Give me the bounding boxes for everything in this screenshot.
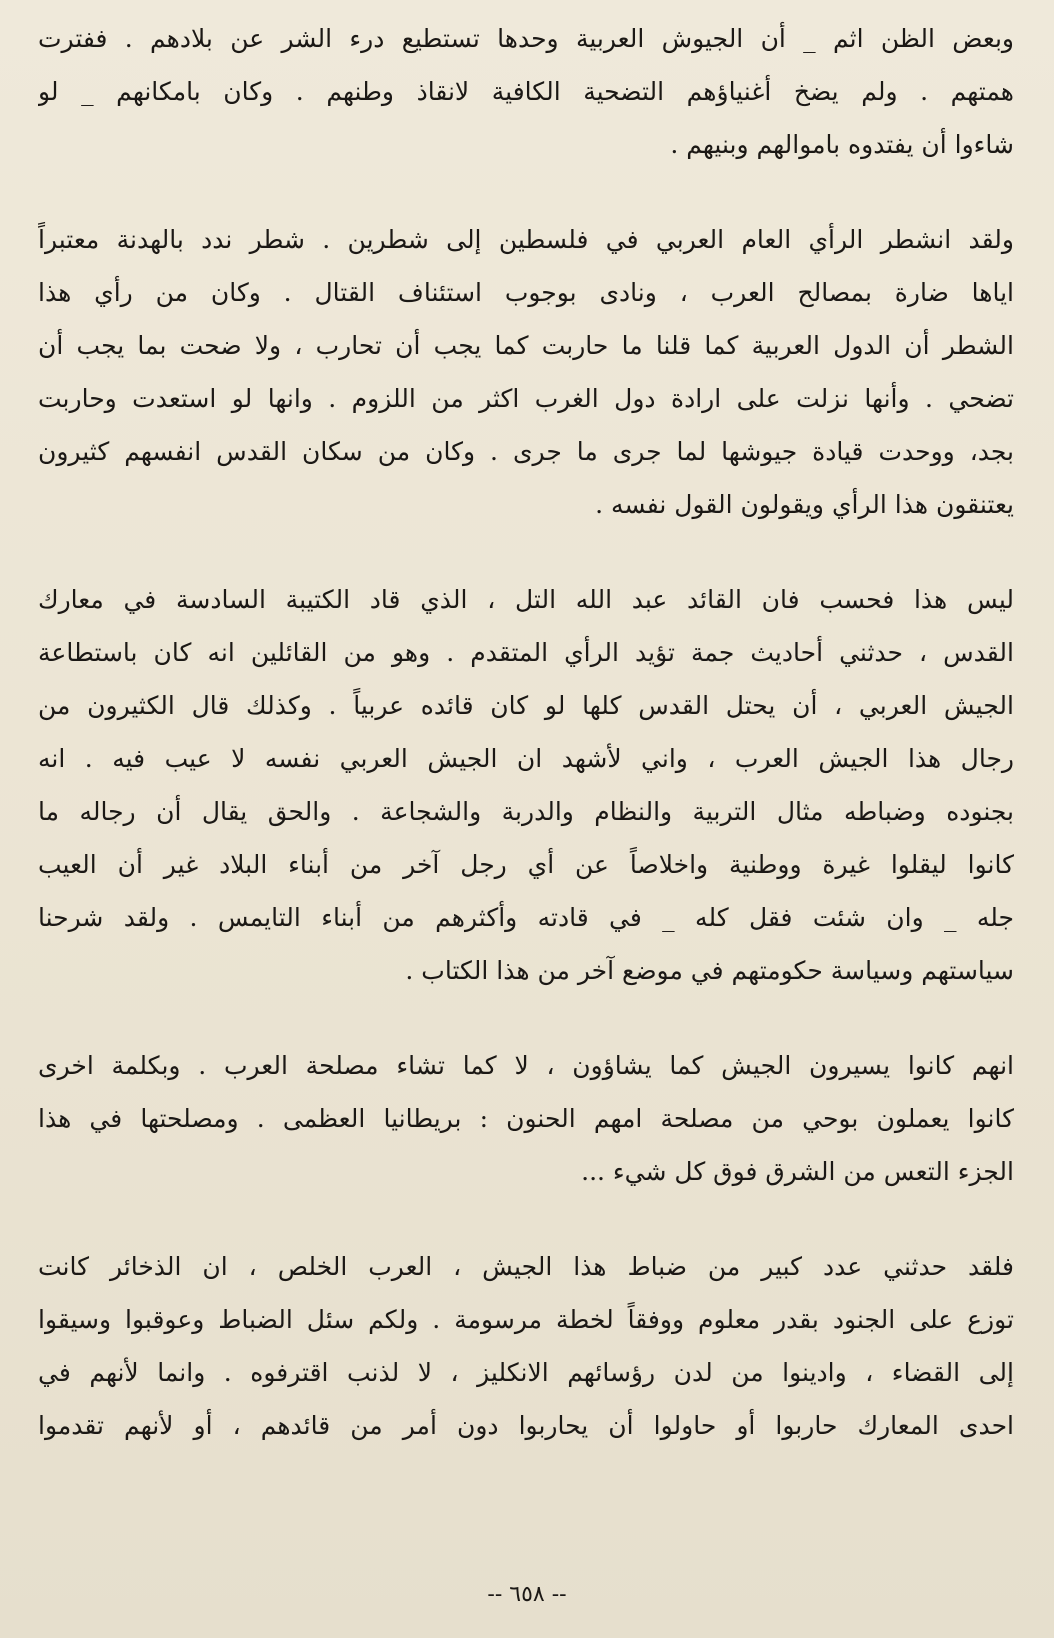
paragraph-1 (38, 12, 1014, 171)
text-line: يعتنقون هذا الرأي ويقولون القول نفسه . (595, 490, 1014, 519)
text-line: بجنوده وضباطه مثال التربية والنظام والدربة والشجاعة . والحق يقال أن رجاله ما (38, 797, 1014, 826)
text-line: توزع على الجنود بقدر معلوم ووفقاً لخطة مرسومة . ولكم سئل الضباط وعوقبوا وسيقوا (38, 1305, 1014, 1334)
paragraph-5 (38, 1240, 1014, 1452)
page-number: -- ٦٥٨ -- (487, 1582, 567, 1607)
text-line: وبعض الظن اثم _ أن الجيوش العربية وحدها تستطيع درء الشر عن بلادهم . ففترت (38, 24, 1014, 53)
paragraph-2 (38, 213, 1014, 531)
text-line: الجيش العربي ، أن يحتل القدس كلها لو كان قائده عربياً . وكذلك قال الكثيرون من (38, 691, 1014, 720)
paragraph-4 (38, 1039, 1014, 1198)
text-line: القدس ، حدثني أحاديث جمة تؤيد الرأي المتقدم . وهو من القائلين انه كان باستطاعة (38, 638, 1014, 667)
paragraph-gap (38, 171, 1014, 213)
text-line: الجزء التعس من الشرق فوق كل شيء ... (581, 1157, 1014, 1186)
paragraph-3 (38, 573, 1014, 997)
text-line: جله _ وان شئت فقل كله _ في قادته وأكثرهم من أبناء التايمس . ولقد شرحنا (38, 903, 1014, 932)
text-line: كانوا يعملون بوحي من مصلحة امهم الحنون : بريطانيا العظمى . ومصلحتها في هذا (38, 1104, 1014, 1133)
text-line: ولقد انشطر الرأي العام العربي في فلسطين إلى شطرين . شطر ندد بالهدنة معتبراً (38, 225, 1014, 254)
text-line: كانوا ليقلوا غيرة ووطنية واخلاصاً عن أي رجل آخر من أبناء البلاد غير أن العيب (38, 850, 1014, 879)
text-line: همتهم . ولم يضخ أغنياؤهم التضحية الكافية لانقاذ وطنهم . وكان بامكانهم _ لو (38, 77, 1014, 106)
paragraph-gap (38, 997, 1014, 1039)
text-line: احدى المعارك حاربوا أو حاولوا أن يحاربوا دون أمر من قائدهم ، أو لأنهم تقدموا (38, 1411, 1014, 1440)
text-line: رجال هذا الجيش العرب ، واني لأشهد ان الجيش العربي نفسه لا عيب فيه . انه (38, 744, 1014, 773)
text-line: شاءوا أن يفتدوه باموالهم وبنيهم . (670, 130, 1014, 159)
text-line: الشطر أن الدول العربية كما قلنا ما حاربت كما يجب أن تحارب ، ولا ضحت بما يجب أن (38, 331, 1014, 360)
text-line: اياها ضارة بمصالح العرب ، ونادى بوجوب استئناف القتال . وكان من رأي هذا (38, 278, 1014, 307)
page-text (38, 12, 1014, 1452)
text-line: فلقد حدثني عدد كبير من ضباط هذا الجيش ، العرب الخلص ، ان الذخائر كانت (38, 1252, 1014, 1281)
text-line: انهم كانوا يسيرون الجيش كما يشاؤون ، لا كما تشاء مصلحة العرب . وبكلمة اخرى (38, 1051, 1014, 1080)
paragraph-gap (38, 1198, 1014, 1240)
text-line: إلى القضاء ، وادينوا من لدن رؤسائهم الانكليز ، لا لذنب اقترفوه . وانما لأنهم في (38, 1358, 1014, 1387)
text-line: ليس هذا فحسب فان القائد عبد الله التل ، الذي قاد الكتيبة السادسة في معارك (38, 585, 1014, 614)
text-line: تضحي . وأنها نزلت على ارادة دول الغرب اكثر من اللزوم . وانها لو استعدت وحاربت (38, 384, 1014, 413)
text-line: سياستهم وسياسة حكومتهم في موضع آخر من هذا الكتاب . (405, 956, 1014, 985)
paragraph-gap (38, 531, 1014, 573)
text-line: بجد، ووحدت قيادة جيوشها لما جرى ما جرى . وكان من سكان القدس انفسهم كثيرون (38, 437, 1014, 466)
